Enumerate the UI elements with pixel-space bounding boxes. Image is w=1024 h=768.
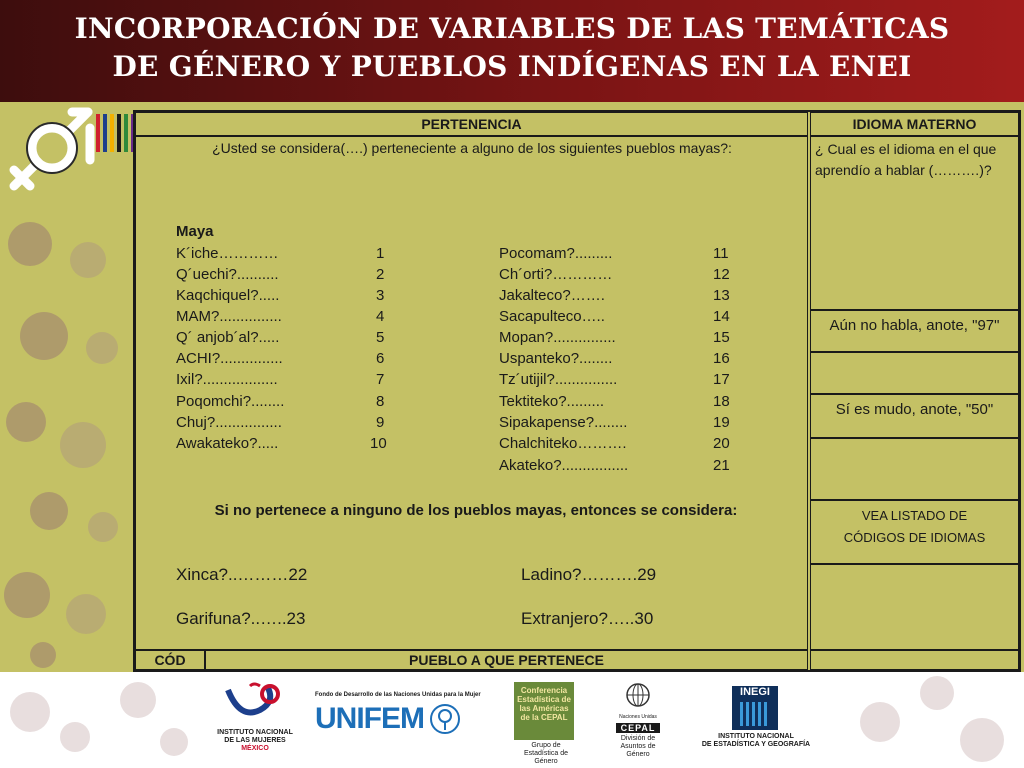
conferencia-box: Conferencia Estadística de las Américas de la CEPAL [514, 682, 574, 740]
title-line-1: INCORPORACIÓN DE VARIABLES DE LAS TEMÁTICAS [74, 12, 950, 45]
rainbow-bars-icon [96, 114, 136, 152]
conferencia-caption: Grupo de Estadística de Género [524, 742, 568, 765]
blank-cell [810, 438, 1019, 500]
list-item: Kaqchiquel?..... [176, 287, 280, 304]
blank-cell [810, 564, 1019, 650]
list-item-code: 7 [376, 371, 385, 388]
list-item-code: 8 [376, 393, 385, 410]
inegi-emblem-icon [732, 686, 778, 730]
list-item-code: 9 [376, 414, 385, 431]
list-item: Uspanteko?........ [499, 350, 613, 367]
list-item-code: 10 [370, 435, 387, 452]
conferencia-logo [514, 682, 578, 764]
non-maya-question: Si no pertenece a ninguno de los pueblos mayas, entonces se considera: [214, 502, 738, 519]
inmujeres-name: INSTITUTO NACIONAL DE LAS MUJERES [217, 729, 293, 744]
unifem-wordmark: UNIFEM [315, 702, 424, 735]
list-item-code: 21 [713, 457, 730, 474]
cepal-caption: División de Asuntos de Género [620, 735, 656, 758]
cepal-wordmark: CEPAL [616, 723, 660, 733]
list-item: Pocomam?......... [499, 245, 613, 262]
inmujeres-logo [215, 680, 295, 764]
list-item: Tektiteko?......... [499, 393, 605, 410]
list-item-code: 14 [713, 308, 730, 325]
pertenencia-header: PERTENENCIA [135, 112, 808, 136]
option-xinca: Xinca?..………22 [176, 565, 308, 584]
blank-cell [810, 352, 1019, 394]
list-item: Ixil?.................. [176, 371, 278, 388]
list-item-code: 16 [713, 350, 730, 367]
idioma-materno-header: IDIOMA MATERNO [810, 112, 1019, 136]
list-item-code: 18 [713, 393, 730, 410]
list-item-code: 1 [376, 245, 385, 262]
maya-label: Maya [176, 223, 214, 240]
list-item-code: 13 [713, 287, 730, 304]
list-item: MAM?............... [176, 308, 282, 325]
list-item: Ch´orti?………… [499, 266, 613, 283]
list-item: ACHI?............... [176, 350, 283, 367]
list-item: Sacapulteco….. [499, 308, 605, 325]
list-item-code: 11 [713, 245, 729, 262]
title-line-2: DE GÉNERO Y PUEBLOS INDÍGENAS EN LA ENEI [112, 50, 912, 83]
option-ladino: Ladino?……….29 [521, 565, 657, 584]
question-pertenencia: ¿Usted se considera(….) perteneciente a alguno de los siguientes pueblos mayas?: [212, 140, 732, 156]
list-item-code: 2 [376, 266, 385, 283]
naciones-unidas: Naciones Unidas [619, 714, 657, 720]
note-97: Aún no habla, anote, "97" [810, 310, 1019, 352]
inegi-logo [696, 686, 816, 764]
list-item: Q´uechi?.......... [176, 266, 279, 283]
list-item-code: 17 [713, 371, 730, 388]
page-title [0, 0, 1024, 102]
unifem-caption: Fondo de Desarrollo de las Naciones Unidas para la Mujer [315, 692, 481, 698]
un-emblem-icon [623, 682, 653, 708]
blank-cell [810, 650, 1019, 670]
list-item: Q´ anjob´al?..... [176, 329, 280, 346]
list-item-code: 12 [713, 266, 730, 283]
list-item: Awakateko?..... [176, 435, 279, 452]
list-item: Poqomchi?........ [176, 393, 285, 410]
list-item: K´iche………… [176, 245, 279, 262]
list-item: Chuj?................ [176, 414, 282, 431]
list-item: Tz´utijil?............... [499, 371, 618, 388]
list-item-code: 4 [376, 308, 385, 325]
inegi-caption-2: DE ESTADÍSTICA Y GEOGRAFÍA [701, 741, 811, 748]
list-item-code: 15 [713, 329, 730, 346]
list-item: Sipakapense?........ [499, 414, 628, 431]
list-item: Akateko?................ [499, 457, 629, 474]
option-extranjero: Extranjero?…..30 [521, 609, 654, 628]
inmujeres-sub: MÉXICO [241, 745, 269, 752]
list-item: Chalchiteko………. [499, 435, 627, 452]
pertenencia-cell [135, 136, 808, 650]
cod-header: CÓD [135, 650, 205, 670]
list-item: Mopan?............... [499, 329, 616, 346]
inmujeres-icon [220, 680, 290, 724]
questionnaire-table [133, 110, 1021, 672]
question-idioma: ¿ Cual es el idioma en el que aprendío a hablar (……….)? [810, 136, 1019, 310]
list-item-code: 19 [713, 414, 730, 431]
inegi-caption-1: INSTITUTO NACIONAL [718, 733, 794, 740]
list-item-code: 6 [376, 350, 385, 367]
note-listado: VEA LISTADO DE CÓDIGOS DE IDIOMAS [810, 500, 1019, 564]
pueblo-header: PUEBLO A QUE PERTENECE [205, 650, 808, 670]
cepal-logo [608, 682, 668, 764]
list-item-code: 5 [376, 329, 385, 346]
footer-logos [0, 672, 1024, 768]
list-item: Jakalteco?……. [499, 287, 605, 304]
list-item-code: 20 [713, 435, 730, 452]
inegi-wordmark: INEGI [740, 686, 770, 698]
unifem-logo [315, 692, 481, 752]
list-item-code: 3 [376, 287, 385, 304]
option-garifuna: Garifuna?..…..23 [176, 609, 306, 628]
note-50: Sí es mudo, anote, "50" [810, 394, 1019, 438]
un-wreath-icon [428, 702, 462, 736]
